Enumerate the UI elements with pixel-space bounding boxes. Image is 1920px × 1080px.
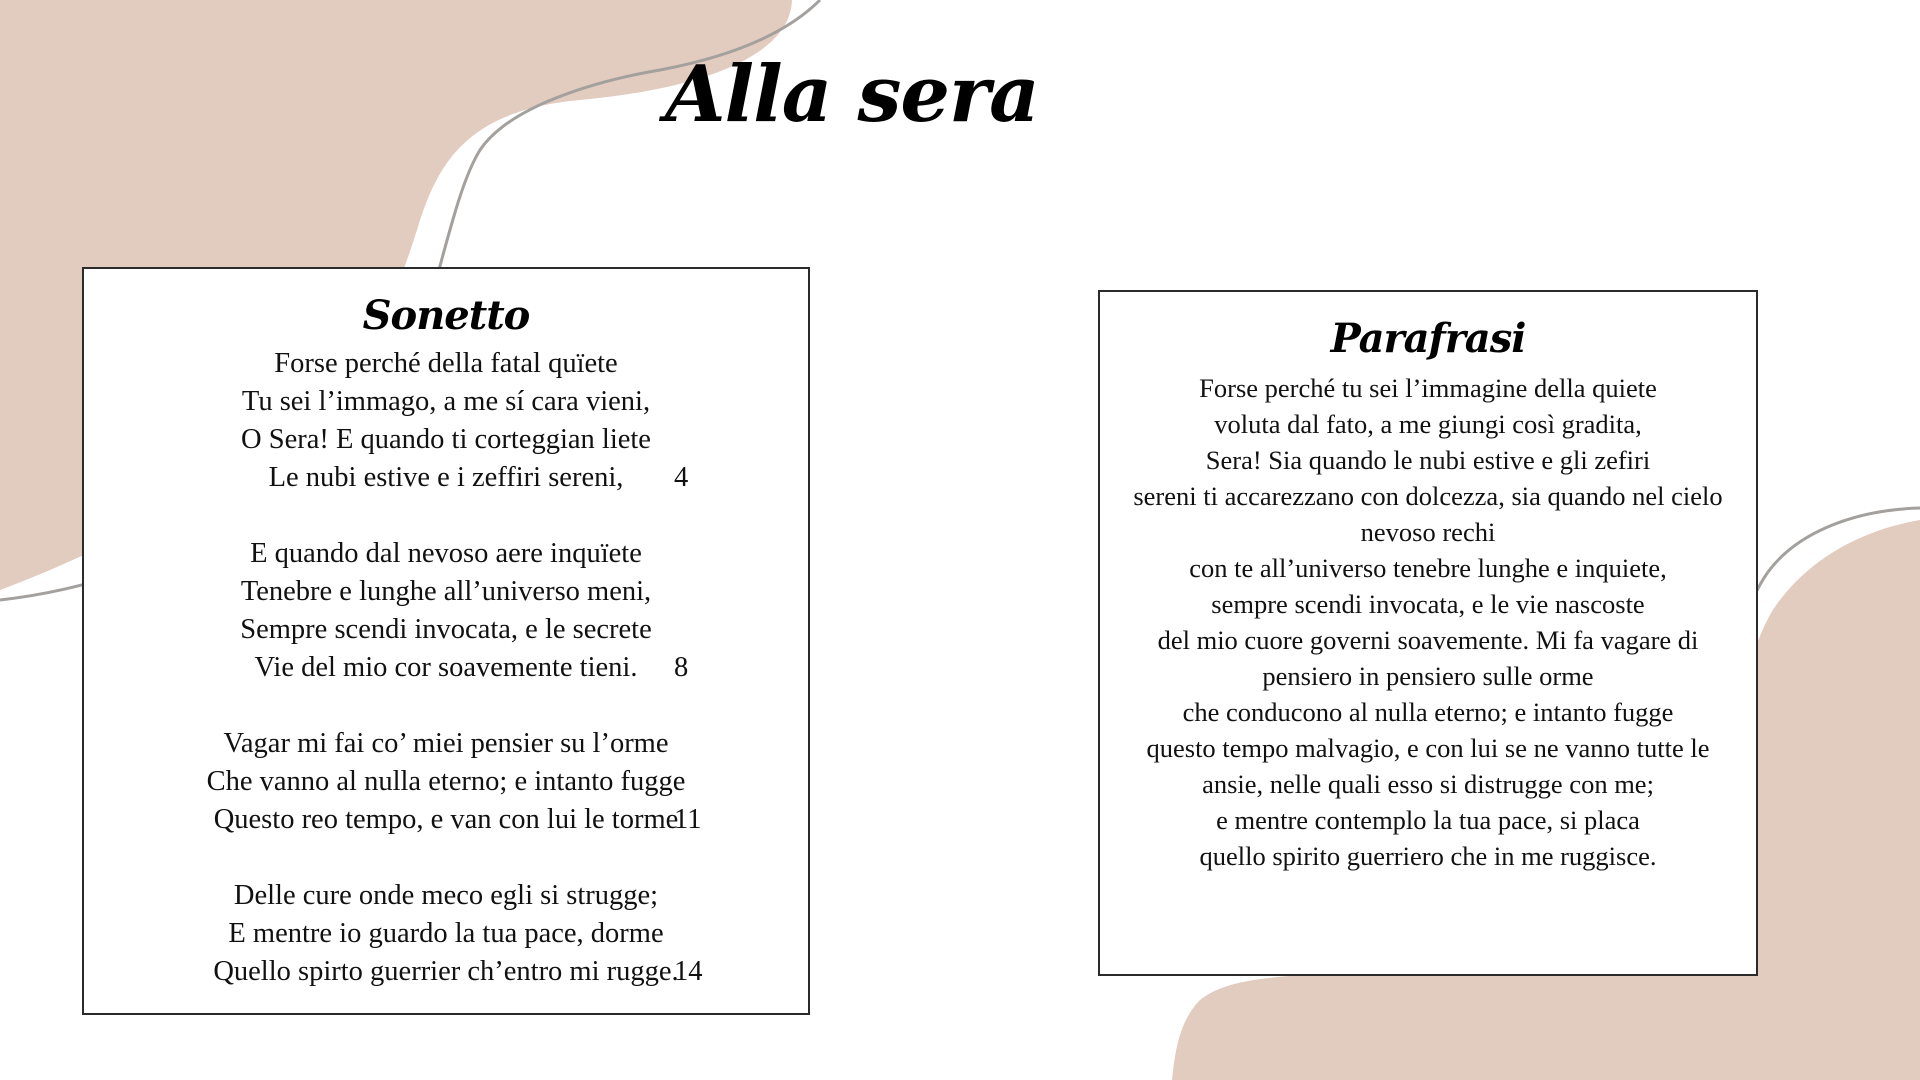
verse-text: Forse perché della fatal quïete <box>274 348 618 379</box>
paraphrase-line: voluta dal fato, a me giungi così gradita, <box>1214 409 1642 439</box>
stanza-gap <box>84 687 808 725</box>
paraphrase-line: con te all’universo tenebre lunghe e inquiete, <box>1189 553 1667 583</box>
verse-text: Quello spirto guerrier ch’entro mi rugge. <box>213 956 679 987</box>
parafrasi-card <box>1098 290 1758 976</box>
verse-line <box>84 763 808 801</box>
verse-text: O Sera! E quando ti corteggian liete <box>241 424 651 455</box>
parafrasi-heading: Parafrasi <box>1330 315 1526 362</box>
paraphrase-line: pensiero in pensiero sulle orme <box>1262 661 1594 691</box>
paraphrase-line: Forse perché tu sei l’immagine della quiete <box>1199 373 1657 403</box>
paraphrase-line: questo tempo malvagio, e con lui se ne vanno tutte le <box>1146 733 1710 763</box>
paraphrase-line: ansie, nelle quali esso si distrugge con me; <box>1202 769 1654 799</box>
verse-text: Tenebre e lunghe all’universo meni, <box>240 576 652 607</box>
paraphrase-line: sempre scendi invocata, e le vie nascoste <box>1211 589 1645 619</box>
paraphrase-line: nevoso rechi <box>1360 517 1496 547</box>
page-title: Alla sera <box>665 49 1039 140</box>
stanza-gap <box>84 497 808 535</box>
sonetto-card <box>82 267 810 1015</box>
verse-line <box>84 535 808 573</box>
paraphrase-line: del mio cuore governi soavemente. Mi fa vagare di <box>1157 625 1699 655</box>
paraphrase-line: e mentre contemplo la tua pace, si placa <box>1216 805 1640 835</box>
verse-line <box>84 649 808 687</box>
verse-line <box>84 801 808 839</box>
verse-line <box>84 611 808 649</box>
verse-number: 14 <box>674 956 703 987</box>
verse-text: Delle cure onde meco egli si strugge; <box>233 880 659 911</box>
paraphrase-line: quello spirito guerriero che in me ruggisce. <box>1199 841 1657 871</box>
verse-text: E mentre io guardo la tua pace, dorme <box>228 918 664 949</box>
parafrasi-text <box>1100 370 1756 874</box>
stanza-gap <box>84 839 808 877</box>
verse-text: E quando dal nevoso aere inquïete <box>250 538 642 569</box>
verse-text: Vie del mio cor soavemente tieni. <box>254 652 638 683</box>
verse-line <box>84 573 808 611</box>
verse-line <box>84 725 808 763</box>
paraphrase-line: che conducono al nulla eterno; e intanto fugge <box>1182 697 1674 727</box>
verse-number: 4 <box>674 462 689 493</box>
verse-line <box>84 421 808 459</box>
sonetto-heading: Sonetto <box>362 292 530 339</box>
paraphrase-line: sereni ti accarezzano con dolcezza, sia quando nel cielo <box>1133 481 1723 511</box>
paraphrase-line: Sera! Sia quando le nubi estive e gli zefiri <box>1205 445 1651 475</box>
verse-line <box>84 915 808 953</box>
verse-number: 11 <box>674 804 702 835</box>
verse-line <box>84 345 808 383</box>
verse-number: 8 <box>674 652 689 683</box>
sonetto-text <box>84 345 808 991</box>
verse-line <box>84 383 808 421</box>
verse-line <box>84 877 808 915</box>
verse-line <box>84 953 808 991</box>
verse-text: Questo reo tempo, e van con lui le torme <box>213 804 679 835</box>
verse-text: Che vanno al nulla eterno; e intanto fugge <box>206 766 686 797</box>
verse-text: Sempre scendi invocata, e le secrete <box>240 614 652 645</box>
verse-text: Vagar mi fai co’ miei pensier su l’orme <box>223 728 669 759</box>
verse-line <box>84 459 808 497</box>
verse-text: Le nubi estive e i zeffiri sereni, <box>268 462 624 493</box>
verse-text: Tu sei l’immago, a me sí cara vieni, <box>241 386 651 417</box>
